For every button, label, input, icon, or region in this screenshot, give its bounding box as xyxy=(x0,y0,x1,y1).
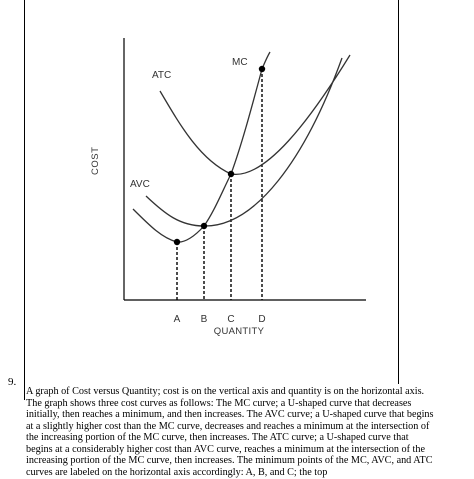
point-c xyxy=(228,171,234,177)
curve-avc xyxy=(146,58,342,226)
curve-atc xyxy=(160,55,350,174)
x-axis-label: QUANTITY xyxy=(213,326,265,337)
point-a xyxy=(174,239,180,245)
y-axis-label: COST xyxy=(90,146,101,175)
series-label-atc: ATC xyxy=(152,70,172,81)
series-label-mc: MC xyxy=(232,57,248,68)
x-tick-c: C xyxy=(227,314,235,325)
point-b xyxy=(201,223,207,229)
x-tick-b: B xyxy=(200,314,208,325)
figure-caption: A graph of Cost versus Quantity; cost is on the vertical axis and quantity is on the horizontal axis. The graph shows three cost curves as follows: The MC curve; a U-shaped curve that decreases initially, then reaches a minimum, and then increases. The AVC curve; a U-shaped curve that begins at a slightly higher cost than the MC curve, decreases and reaches a minimum at the intersection of the increasing portion of the MC curve, then increases. The ATC curve; a U-shaped curve that begins at a considerably higher cost than AVC curve, reaches a minimum at the intersection of the increasing portion of the MC curve, then increases. The minimum points of the MC, AVC, and ATC curves are labeled on the horizontal axis accordingly: A, B, and C; the top xyxy=(26,386,434,478)
series-label-avc: AVC xyxy=(130,179,150,190)
x-tick-d: D xyxy=(258,314,266,325)
point-d xyxy=(259,66,265,72)
question-number: 9. xyxy=(8,376,17,388)
x-tick-a: A xyxy=(173,314,181,325)
